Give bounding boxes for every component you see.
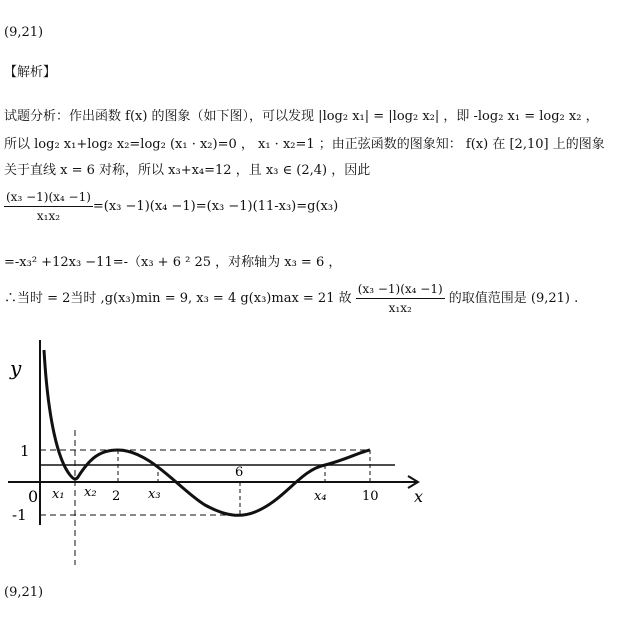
bottom-answer: (9,21): [4, 585, 44, 600]
origin-label: 0: [28, 487, 39, 506]
analysis-line-4: [4, 188, 338, 225]
top-answer: (9,21): [4, 25, 44, 40]
x-axis-label: x: [414, 487, 424, 506]
x-mark-x3: x₃: [148, 487, 161, 502]
function-graph: [0, 330, 630, 570]
x-mark-x1: x₁: [52, 487, 65, 502]
fraction-numerator: (x₃ −1)(x₄ −1): [4, 188, 93, 207]
analysis-line-5: =-x₃² +12x₃ −11=-（x₃ + 6 ² 25 ，对称轴为 x₃ = 6 ，: [4, 255, 342, 270]
conclusion-range: 的取值范围是 (9,21) .: [448, 291, 579, 306]
conclusion-text: ∴当时 = 2当时 ,g(x₃)min = 9, x₃ = 4 g(x₃)max = 21 故: [4, 291, 352, 306]
conclusion-denominator: x₁x₂: [388, 301, 412, 315]
conclusion-numerator: (x₃ −1)(x₄ −1): [356, 280, 445, 299]
x-mark-10: 10: [362, 489, 379, 504]
analysis-line-2: 所以 log₂ x₁+log₂ x₂=log₂ (x₁ · x₂)=0 ， x₁ · x₂=1 ；由正弦函数的图象知： f(x) 在 [2,10] 上的图象: [4, 137, 605, 152]
tick-label-one: 1: [20, 442, 30, 460]
tick-label-minus-one: -1: [12, 506, 27, 524]
conclusion-fraction: [356, 280, 445, 317]
section-title: 【解析】: [4, 65, 57, 80]
x-mark-x2: x₂: [84, 485, 97, 500]
expression-continuation: =(x₃ −1)(x₄ −1)=(x₃ −1)(11-x₃)=g(x₃): [92, 199, 339, 214]
fraction-expression: [4, 188, 93, 225]
x-mark-x4: x₄: [314, 489, 327, 504]
y-axis-label: y: [10, 356, 22, 380]
analysis-line-3: 关于直线 x = 6 对称，所以 x₃+x₄=12 ，且 x₃ ∈ (2,4) ，因此: [4, 163, 371, 178]
x-mark-6: 6: [235, 465, 244, 480]
analysis-line-1: 试题分析：作出函数 f(x) 的图象（如下图），可以发现 |log₂ x₁| = |log₂ x₂| ，即 -log₂ x₁ = log₂ x₂ ，: [4, 109, 599, 124]
fraction-denominator: x₁x₂: [36, 209, 61, 223]
analysis-line-6: [4, 280, 578, 317]
x-mark-2: 2: [112, 489, 121, 504]
